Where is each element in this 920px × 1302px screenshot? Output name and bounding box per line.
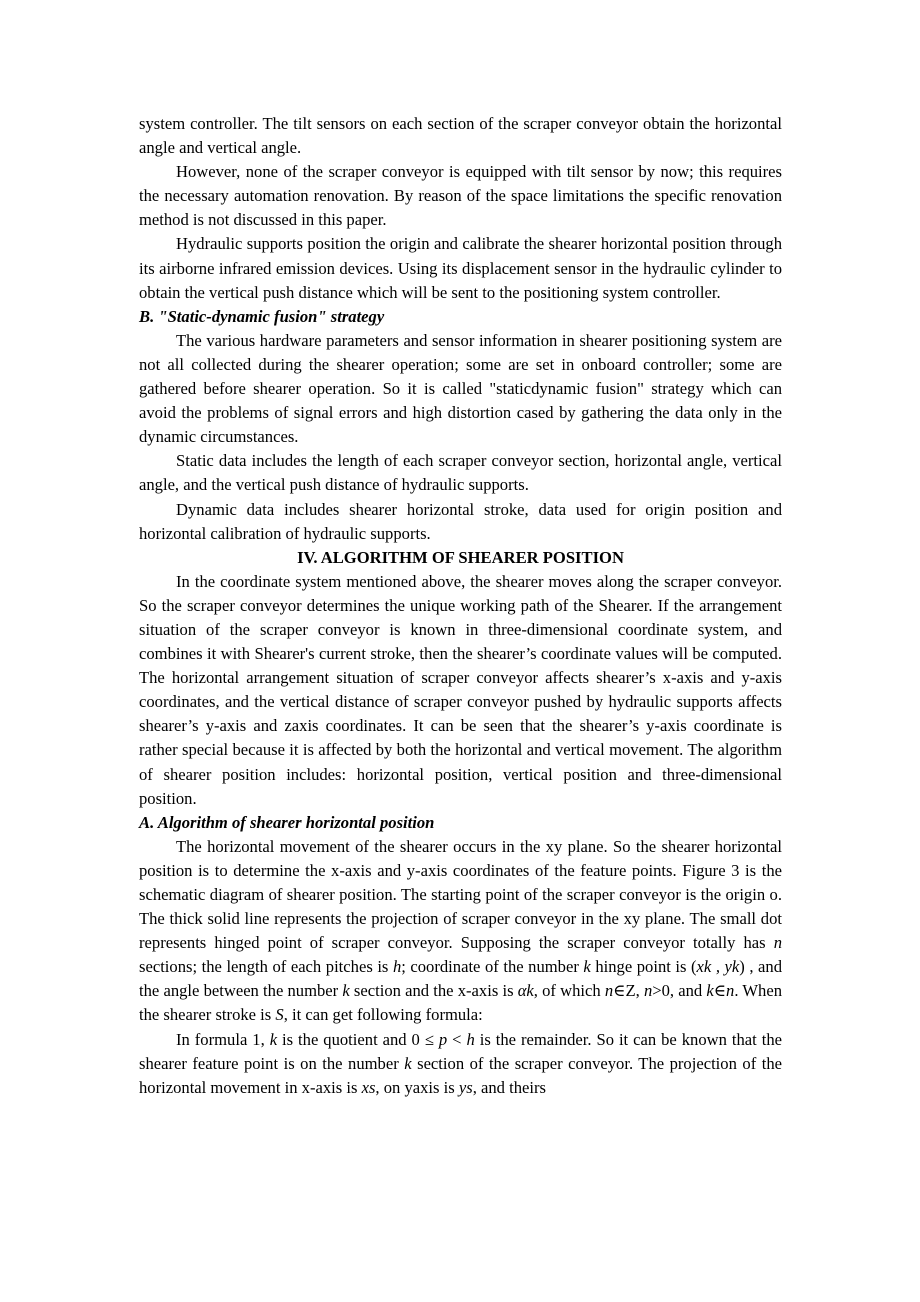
math-var: k <box>269 1029 278 1049</box>
text-run: sections; the length of each pitches is <box>139 957 393 977</box>
text-run: >0, and <box>652 981 707 1001</box>
section-heading: IV. ALGORITHM OF SHEARER POSITION <box>297 547 624 567</box>
paragraph <box>139 1028 782 1100</box>
subsection-heading: A. Algorithm of shearer horizontal position <box>139 812 435 832</box>
paragraph: In the coordinate system mentioned above, the shearer moves along the scraper conveyor. So the scraper conveyor determines the unique working path of the Shearer. If the arrangement situation of the scraper conveyor is known in three-dimensional coordinate system, and combines it with Shearer's current stroke, then the shearer’s coordinate values will be computed. The horizontal arrangement situation of scraper conveyor affects shearer’s x-axis and y-axis coordinates, and the vertical distance of scraper conveyor pushed by hydraulic supports affects shearer’s y-axis and zaxis coordinates. It can be seen that the shearer’s y-axis coordinate is rather special because it is affected by both the horizontal and vertical movement. The algorithm of shearer position includes: horizontal position, vertical position and three-dimensional position. <box>139 571 782 808</box>
text-run: section of the scraper conveyor. The projection of the horizontal movement in x-axis is <box>139 1053 782 1097</box>
text-run: ) , and the angle between the number <box>139 957 782 1001</box>
math-var: n <box>726 981 735 1001</box>
text-run: . When the shearer stroke is <box>139 981 782 1025</box>
paragraph <box>139 835 782 1028</box>
paper-page <box>139 112 782 1100</box>
math-var: h <box>392 957 402 977</box>
math-var: xk , yk <box>696 957 740 977</box>
text-run: hinge point is ( <box>590 957 697 977</box>
text-run: , and theirs <box>472 1077 546 1097</box>
text-run: is the remainder. So it can be known that the shearer feature point is on the number <box>139 1029 782 1073</box>
text-run: ∈Z, <box>613 981 644 1001</box>
paragraph: However, none of the scraper conveyor is equipped with tilt sensor by now; this requires the necessary automation renovation. By reason of the space limitations the specific renovation method is not discussed in this paper. <box>139 162 782 230</box>
text-run: ∈ <box>713 981 727 1001</box>
math-var: n <box>773 933 782 953</box>
paragraph: Hydraulic supports position the origin and calibrate the shearer horizontal position through its airborne infrared emission devices. Using its displacement sensor in the hydraulic cylinder to obtain the vertical push distance which will be sent to the positioning system controller. <box>139 234 782 302</box>
math-var: αk <box>517 981 534 1001</box>
math-var: k <box>342 981 350 1001</box>
text-run: In formula 1, <box>176 1029 270 1049</box>
text-run: section and the x-axis is <box>349 981 518 1001</box>
text-run: , it can get following formula: <box>283 1005 483 1025</box>
math-var: xs <box>361 1077 376 1097</box>
text-run: , of which <box>533 981 605 1001</box>
math-var: n <box>643 981 653 1001</box>
text-run: is the quotient and 0 ≤ <box>277 1029 439 1049</box>
math-var: k <box>706 981 714 1001</box>
text-run: The horizontal movement of the shearer occurs in the xy plane. So the shearer horizontal position is to determine the x-axis and y-axis coordinates of the feature points. Figure 3 is the schematic diagram of shearer position. The starting point of the scraper conveyor is the origin o. The thick solid line represents the projection of scraper conveyor in the xy plane. The small dot represents hinged point of scraper conveyor. Supposing the scraper conveyor totally has <box>139 836 782 953</box>
math-var: p <box>438 1029 448 1049</box>
math-var: n <box>604 981 614 1001</box>
math-var: h <box>466 1029 475 1049</box>
math-var: S <box>275 1005 284 1025</box>
math-var: k <box>583 957 591 977</box>
subsection-heading: B. "Static-dynamic fusion" strategy <box>139 306 385 326</box>
paragraph: Static data includes the length of each scraper conveyor section, horizontal angle, vertical angle, and the vertical push distance of hydraulic supports. <box>139 451 782 495</box>
text-run: < <box>447 1029 467 1049</box>
paragraph: system controller. The tilt sensors on each section of the scraper conveyor obtain the horizontal angle and vertical angle. <box>139 114 782 158</box>
text-run: , on yaxis is <box>375 1077 459 1097</box>
math-var: ys <box>458 1077 473 1097</box>
paragraph: The various hardware parameters and sensor information in shearer positioning system are not all collected during the shearer operation; some are set in onboard controller; some are gathered before shearer operation. So it is called "staticdynamic fusion" strategy which can avoid the problems of signal errors and high distortion cased by gathering the data only in the dynamic circumstances. <box>139 330 782 447</box>
paragraph: Dynamic data includes shearer horizontal stroke, data used for origin position and horizontal calibration of hydraulic supports. <box>139 499 782 543</box>
math-var: k <box>404 1053 412 1073</box>
text-run: ; coordinate of the number <box>401 957 584 977</box>
